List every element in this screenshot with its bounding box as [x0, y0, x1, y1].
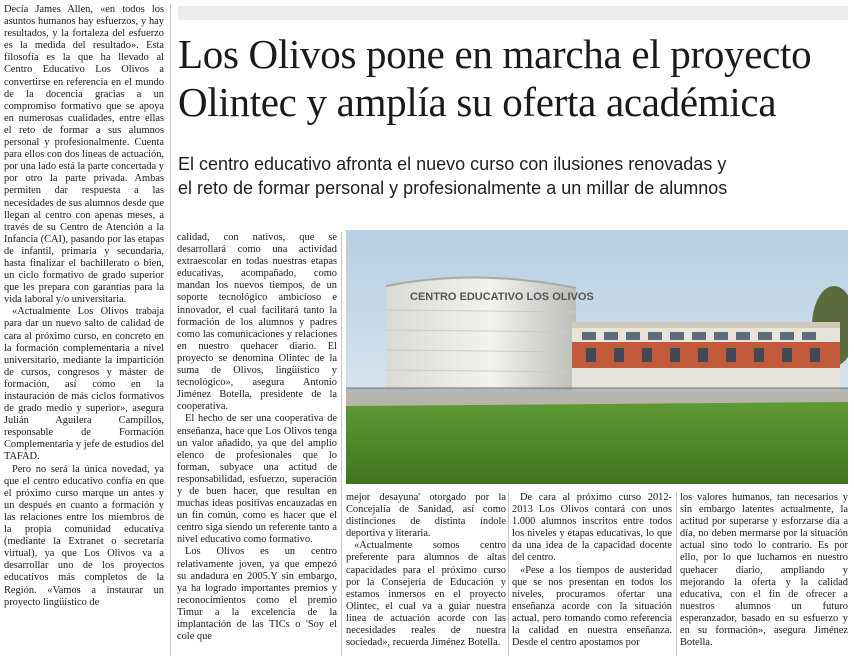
- headline-line-2: Olintec y amplía su oferta académica: [178, 79, 777, 125]
- article-column-bottom-3: [680, 492, 848, 656]
- paragraph: Decía James Allen, «en todos los asuntos humanos hay esfuerzos, y hay resultados, y la fortaleza del esfuerzo es la medida del resultado». Esta filosofía es la que ha llevado al Centro Educativo Los Olivos a convertirse en referencia en el mundo de la docencia gracias a un compromiso formativo que se apoya en numerosas cualidades, entre ellas el reto de formar a sus alumnos personal y profesionalmente. Cuenta para ellos con dos líneas de actuación, por una lado está la parte concertada y por otro la parte privada. Ambas permiten dar respuesta a las necesidades de sus alumnos desde que llegan al centro con apenas meses, a través de su Centro de Atención a la Infancia (CAI), pasando por las etapas de infantil, primaria y secundaria, hasta finalizar el bachillerato o bien, un ciclo formativo de grado superior que les prepara con garantías para la vida laboral y/o universitaria.: [4, 4, 164, 306]
- paragraph: los valores humanos, tan necesarios y sin embargo latentes actualmente, la actitud por superarse y esforzarse día a día, no deben mermarse por la situación actual sino todo lo contrario. Es por ello, por lo que luchamos en nuestro quehacer diario, ampliando y mejorando la oferta y la calidad educativa, con el fin de ofrecer a nuestros alumnos un futuro esperanzador, basado en su esfuerzo y en su formación», asegura Jiménez Botella.: [680, 492, 848, 649]
- paragraph: Los Olivos es un centro relativamente joven, ya que empezó su andadura en 2005.Y sin embargo, ya ha logrado importantes premios y reconocimientos como el premio Timur a la excelencia de la implantación de las TICs o 'Soy el cole que: [177, 546, 337, 643]
- school-building-illustration: [346, 230, 848, 484]
- headline-line-1: Los Olivos pone en marcha el proyecto: [178, 31, 812, 77]
- subhead-line-2: el reto de formar personal y profesionalmente a un millar de alumnos: [178, 178, 728, 198]
- column-divider: [508, 492, 509, 656]
- article-column-middle: [177, 232, 337, 656]
- window-row: [582, 332, 816, 340]
- school-photo: [346, 230, 848, 484]
- column-divider: [341, 232, 342, 656]
- column-divider: [676, 492, 677, 656]
- paragraph: mejor desayuna' otorgado por la Concejalía de Sanidad, así como distinciones de distinta índole deportiva y literaria.: [346, 492, 506, 540]
- article-column-left: [4, 4, 164, 656]
- subhead-line-1: El centro educativo afronta el nuevo curso con ilusiones renovadas y: [178, 154, 727, 174]
- paragraph: «Actualmente Los Olivos trabaja para dar un nuevo salto de calidad de cara al próximo curso, en concreto en la formación complementaria a nivel universitario, mediante la impartición de cursos, congresos y máster de formación, así como en la instauración de más ciclos formativos de grado medio y superior», asegura Julián Aguilera Campillos, responsable de Formación Complementaria y jefe de estudios del TAFAD.: [4, 306, 164, 463]
- lawn: [346, 402, 848, 484]
- article-column-bottom-2: [512, 492, 672, 656]
- header-rule: [178, 6, 848, 20]
- column-divider: [170, 4, 171, 656]
- article-subhead: [178, 152, 848, 200]
- paragraph: De cara al próximo curso 2012-2013 Los Olivos contará con unos 1.000 alumnos inscritos entre todos los niveles y etapas educativas, lo que da una idea de la capacidad docente del centro.: [512, 492, 672, 564]
- paragraph: El hecho de ser una cooperativa de enseñanza, hace que Los Olivos tenga un valor añadido, ya que del amplio elenco de profesionales que lo forman, subyace una actitud de responsabilidad, esfuerzo, superación y de buen hacer, que resultan en muchas ideas positivas encauzadas en un fin común, como es hacer que el centro siga siendo un referente tanto a nivel educativo como formativo.: [177, 413, 337, 546]
- paragraph: calidad, con nativos, que se desarrollará como una actividad extraescolar en todas nuestras etapas educativas, acompañado, como mandan los nuevos tiempos, de un soporte tecnológico ambicioso e innovador, el cual facilitará tanto la formación de los alumnos y padres como las comunicaciones y relaciones en nuestro quehacer diario. El proyecto se denomina Olintec de la suma de Olivos, lingüístico y tecnológico», asegura Antonio Jiménez Botella, presidente de la cooperativa.: [177, 232, 337, 413]
- article-headline: [178, 30, 848, 126]
- building-sign: CENTRO EDUCATIVO LOS OLIVOS: [410, 291, 594, 303]
- paragraph: «Pese a los tiempos de austeridad que se nos presentan en todos los niveles, procuramos ofertar una enseñanza acorde con la situación actual, pero tomando como referencia la calidad en nuestra enseñanza. Desde el centro apostamos por: [512, 564, 672, 649]
- paragraph: Pero no será la única novedad, ya que el centro educativo confía en que el próximo curso marque un antes y un después en cuanto a formación y las relaciones entre los miembros de la propia comunidad educativa (mediante la Extranet o secretaría virtual), ya que Los Olivos va a desarrollar uno de los proyectos educativos más completos de la Región. «Vamos a instaurar un proyecto lingüístico de: [4, 463, 164, 608]
- article-column-bottom-1: [346, 492, 506, 656]
- paragraph: «Actualmente somos centro preferente para alumnos de altas capacidades para el próximo curso por la Consejería de Educación y estamos inmersos en el proyecto Olintec, el cual va a guiar nuestra línea de actuación acorde con las necesidades reales de nuestra sociedad», recuerda Jiménez Botella.: [346, 540, 506, 649]
